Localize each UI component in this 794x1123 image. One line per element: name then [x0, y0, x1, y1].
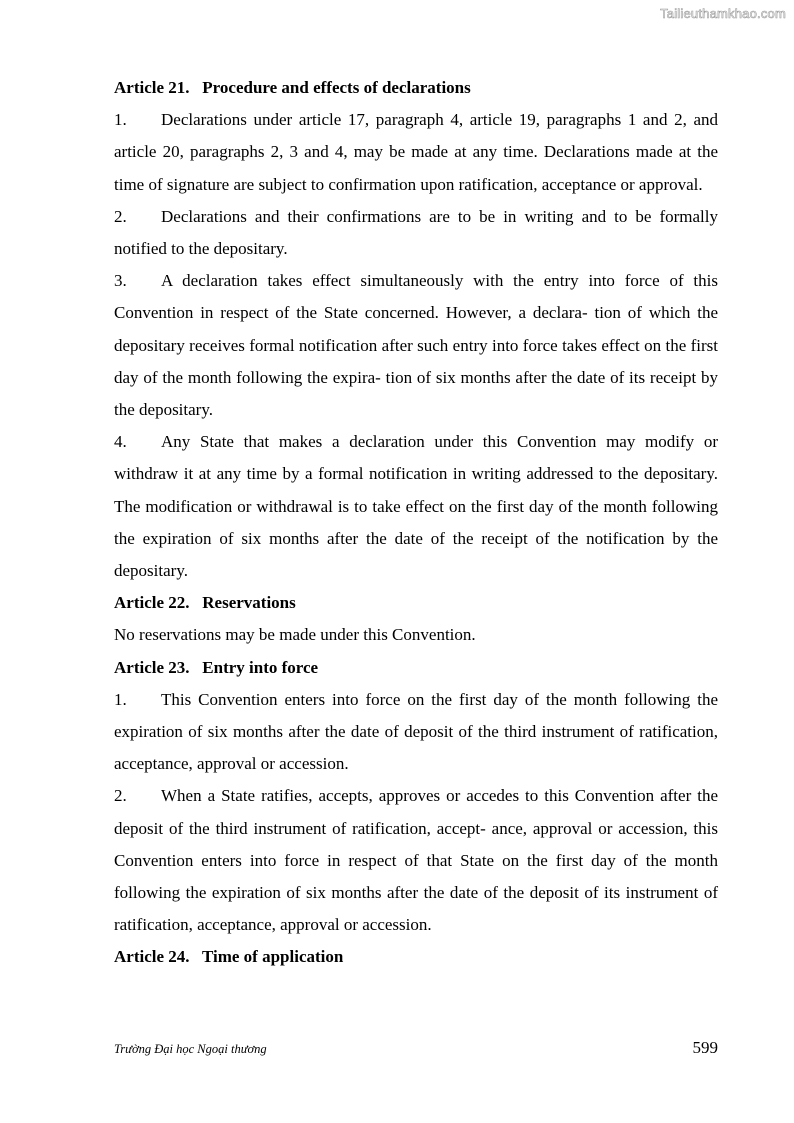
article-21-paragraph-1 [114, 104, 718, 201]
article-23-paragraph-2 [114, 780, 718, 941]
article-21-paragraph-2 [114, 201, 718, 265]
paragraph-number: 1. [114, 689, 127, 709]
paragraph-number: 3. [114, 271, 127, 291]
page-number: 599 [692, 1038, 718, 1057]
document-body [114, 72, 718, 974]
article-21-paragraph-4 [114, 426, 718, 587]
page-footer [114, 1038, 718, 1058]
paragraph-text: Declarations and their confirmations are to be in writing and to be formally notified to the depositary. [114, 206, 718, 259]
article-21-paragraph-3 [114, 265, 718, 426]
footer-school-name: Trường Đại học Ngoại thương [114, 1042, 267, 1056]
paragraph-text: When a State ratifies, accepts, approves or accedes to this Convention after the deposit of the third instrument of ratification, accept- ance, approval or accession, this Convention enters into force in respect of that State on the first day of the month following the expiration of six months after the date of the deposit of its instrument of ratification, acceptance, approval or accession. [114, 786, 718, 935]
article-23-heading: Article 23. Entry into force [114, 657, 319, 677]
article-21-heading: Article 21. Procedure and effects of declarations [114, 78, 471, 97]
paragraph-text: A declaration takes effect simultaneously with the entry into force of this Convention in respect of the State concerned. However, a declara- tion of which the depositary receives formal notification after such entry into force takes effect on the first day of the month following the expira- tion of six months after the date of its receipt by the depositary. [114, 271, 718, 420]
paragraph-text: This Convention enters into force on the first day of the month following the expiration of six months after the date of deposit of the third instrument of ratification, acceptance, approval or accession. [114, 689, 718, 774]
article-22-text: No reservations may be made under this Convention. [114, 625, 476, 645]
paragraph-text: Declarations under article 17, paragraph 4, article 19, paragraphs 1 and 2, and article 20, paragraphs 2, 3 and 4, may be made at any time. Declarations made at the time of signature are subject to confirmation upon ratification, acceptance or approval. [114, 110, 718, 194]
paragraph-number: 2. [114, 786, 127, 806]
watermark: Tailieuthamkhao.com [660, 6, 786, 21]
paragraph-number: 2. [114, 206, 127, 226]
article-22-heading: Article 22. Reservations [114, 593, 296, 613]
paragraph-number: 1. [114, 110, 127, 130]
article-24-heading: Article 24. Time of application [114, 947, 344, 967]
paragraph-text: Any State that makes a declaration under this Convention may modify or withdraw it at any time by a formal notification in writing addressed to the depositary. The modification or withdrawal is to take effect on the first day of the month following the expiration of six months after the date of the receipt of the notification by the depositary. [114, 432, 718, 581]
article-23-paragraph-1 [114, 684, 718, 781]
paragraph-number: 4. [114, 432, 127, 452]
